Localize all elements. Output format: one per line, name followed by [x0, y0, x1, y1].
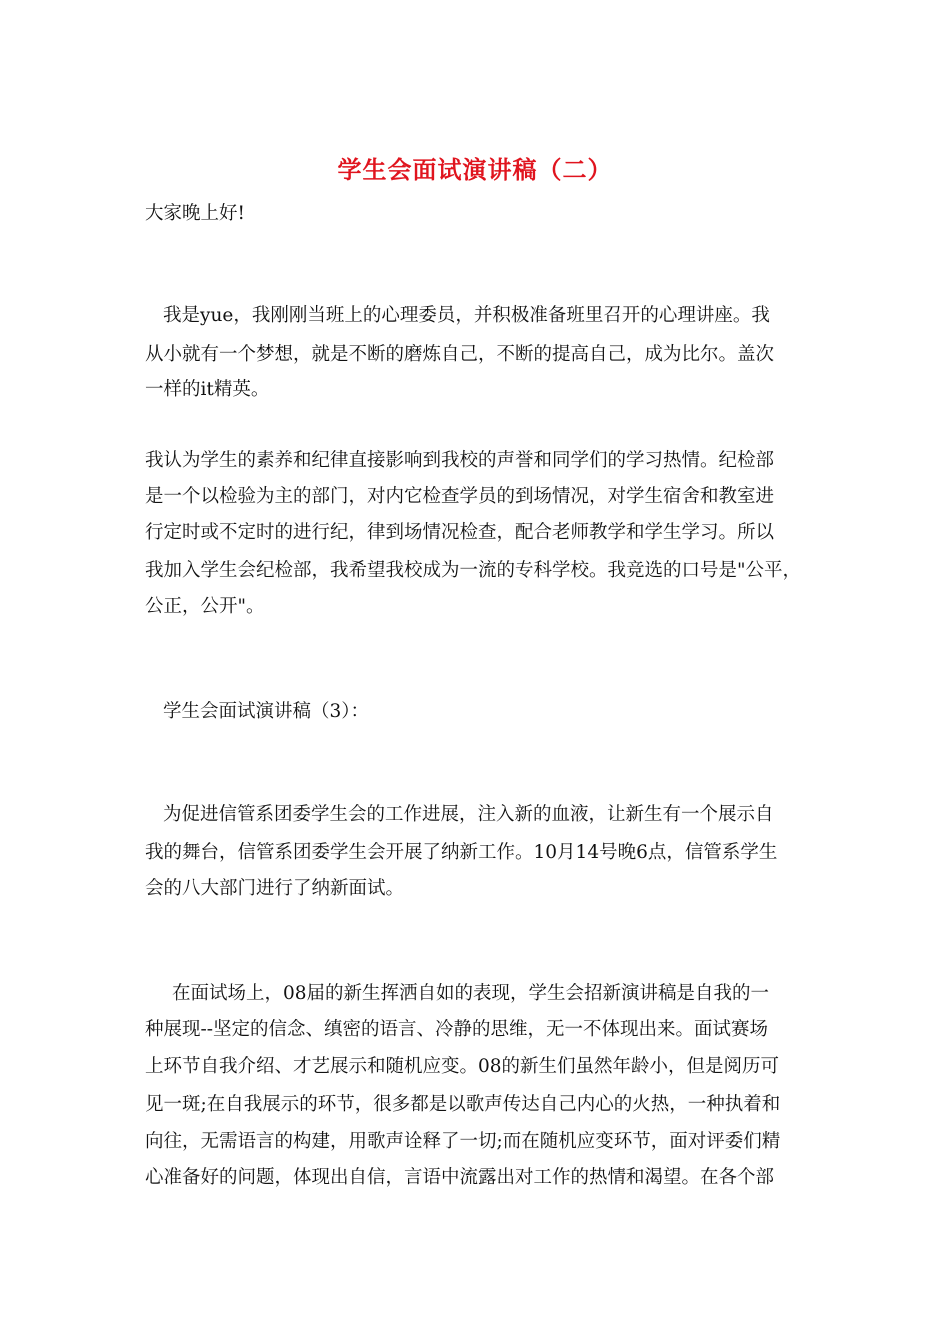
paragraph-2-line-5: 公正，公开"。 [145, 596, 265, 617]
section-heading: 学生会面试演讲稿（3）： [163, 701, 370, 722]
paragraph-4-line-2: 种展现--坚定的信念、缜密的语言、冷静的思维，无一不体现出来。面试赛场 [145, 1019, 769, 1040]
paragraph-4-line-6: 心准备好的问题，体现出自信，言语中流露出对工作的热情和渴望。在各个部 [145, 1167, 775, 1188]
paragraph-2-line-4: 我加入学生会纪检部，我希望我校成为一流的专科学校。我竞选的口号是"公平， [145, 560, 802, 581]
paragraph-2-line-3: 行定时或不定时的进行纪，律到场情况检查，配合老师教学和学生学习。所以 [145, 522, 775, 543]
paragraph-1-line-2: 从小就有一个梦想，就是不断的磨炼自己，不断的提高自己，成为比尔。盖次 [145, 344, 775, 365]
greeting: 大家晚上好! [145, 203, 245, 224]
paragraph-3-line-2: 我的舞台，信管系团委学生会开展了纳新工作。10月14号晚6点，信管系学生 [145, 842, 778, 863]
paragraph-2-line-1: 我认为学生的素养和纪律直接影响到我校的声誉和同学们的学习热情。纪检部 [145, 450, 775, 471]
paragraph-3-line-1: 为促进信管系团委学生会的工作进展，注入新的血液，让新生有一个展示自 [163, 804, 774, 825]
paragraph-4-line-5: 向往，无需语言的构建，用歌声诠释了一切;而在随机应变环节，面对评委们精 [145, 1131, 781, 1152]
paragraph-2-line-2: 是一个以检验为主的部门，对内它检查学员的到场情况，对学生宿舍和教室进 [145, 486, 775, 507]
paragraph-3-line-3: 会的八大部门进行了纳新面试。 [145, 878, 405, 899]
paragraph-4-line-4: 见一斑;在自我展示的环节，很多都是以歌声传达自己内心的火热，一种执着和 [145, 1094, 781, 1115]
paragraph-1-line-3: 一样的it精英。 [145, 379, 270, 400]
document-title: 学生会面试演讲稿（二） [337, 155, 613, 184]
paragraph-1-line-1: 我是yue，我刚刚当班上的心理委员，并积极准备班里召开的心理讲座。我 [163, 305, 770, 326]
paragraph-4-line-3: 上环节自我介绍、才艺展示和随机应变。08的新生们虽然年龄小，但是阅历可 [145, 1056, 780, 1077]
paragraph-4-line-1: 在面试场上，08届的新生挥洒自如的表现，学生会招新演讲稿是自我的一 [172, 983, 770, 1004]
